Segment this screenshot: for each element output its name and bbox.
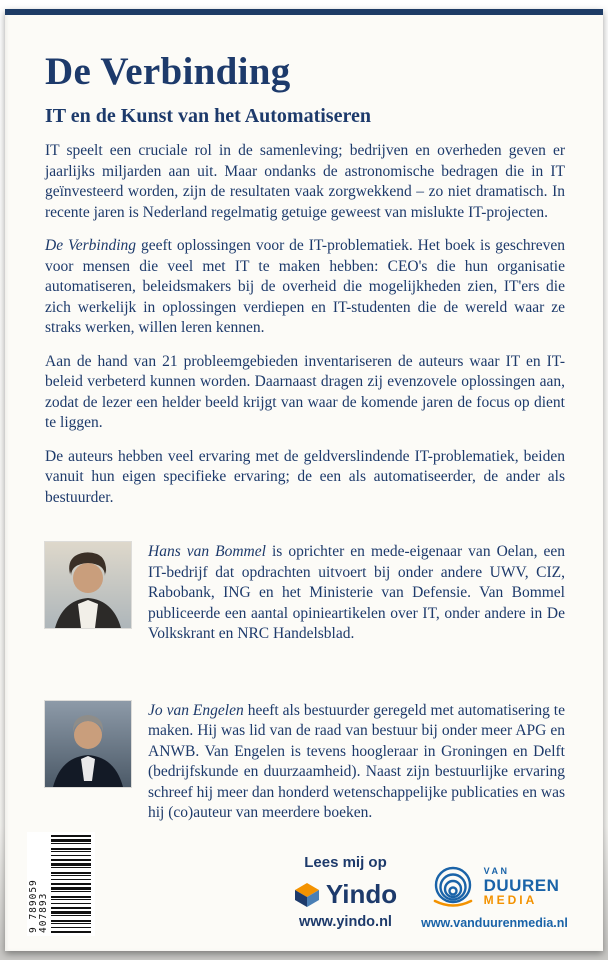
paragraph-text: Aan de hand van 21 probleemgebieden inventariseren de auteurs waar IT en IT-beleid verbeterd kunnen worden. Daarnaast dragen zij evenzovele oplossingen aan, zodat de lezer een helder beeld krijgt van waar de komende jaren de focus op dient te liggen. [45, 352, 565, 431]
book-subtitle: IT en de Kunst van het Automatiseren [45, 105, 371, 127]
yindo-brand-name: Yindo [325, 879, 398, 909]
yindo-block [283, 854, 408, 930]
author-name: Hans van Bommel [148, 543, 266, 560]
van-duuren-url: www.vanduurenmedia.nl [421, 916, 568, 930]
author-bio-text: heeft als bestuurder geregeld met automatisering te maken. Hij was lid van de raad van bestuur bij onder meer APG en ANWB. Van Engelen is tevens hoogleraar in Groningen en Delft (bedrijfskunde en duurzaamheid). Naast zijn bestuurlijke ervaring schreef hij meer dan honderd wetenschappelijke publicaties en was hij (co)auteur van meerdere boeken. [148, 701, 565, 821]
portrait-photo-illustration [45, 701, 131, 787]
barcode-bars [51, 835, 91, 933]
author-name: Jo van Engelen [148, 701, 244, 719]
yindo-brand-row [283, 879, 408, 910]
book-title: De Verbinding [45, 50, 291, 93]
author-bio-text: is oprichter en mede-eigenaar van Oelan, een IT-bedrijf dat opdrachten uitvoert bij onder andere UWV, CIZ, Rabobank, ING en het Ministerie van Defensie. Van Bommel publiceerde een aantal opinieartikelen over IT, onder andere in De Volkskrant en NRC Handelsblad. [148, 543, 565, 642]
yindo-tagline: Lees mij op [304, 854, 387, 871]
yindo-cube-icon [294, 882, 320, 908]
author-photo-hans-van-bommel [45, 542, 131, 628]
paragraph-intro [45, 141, 565, 223]
paragraph-lead: De Verbinding [45, 237, 137, 254]
author-section-hans-van-bommel [45, 542, 565, 645]
van-duuren-word-media: MEDIA [483, 893, 538, 908]
barcode-number: 9 789059 407893 [28, 879, 49, 933]
book-back-cover [5, 9, 603, 951]
paragraph-problem-areas [45, 352, 565, 434]
author-bio-jo-van-engelen [148, 701, 565, 824]
paragraph-text: De auteurs hebben veel ervaring met de geldverslindende IT-problematiek, beiden vanuit hun eigen specifieke ervaring; de een als automatiseerder, de ander als bestuurder. [45, 447, 565, 506]
paragraph-book [45, 236, 565, 339]
cover-footer [5, 828, 603, 938]
van-duuren-wordmark [484, 867, 560, 907]
portrait-photo-illustration [45, 542, 131, 628]
paragraph-text: IT speelt een cruciale rol in de samenleving; bedrijven en overheden geven er jaarlijks miljarden aan uit. Maar ondanks de astronomische bedragen die in IT geïnvesteerd worden, zijn de resultaten vaak zorgwekkend – zo niet dramatisch. In recente jaren is Nederland regelmatig getuige geweest van mislukte IT-projecten. [45, 142, 565, 221]
yindo-url: www.yindo.nl [299, 914, 392, 930]
paragraph-authors-experience [45, 447, 565, 509]
van-duuren-logo-row [412, 864, 577, 910]
van-duuren-word-duuren: DUUREN [483, 875, 560, 895]
barcode [27, 832, 95, 936]
author-section-jo-van-engelen [45, 701, 565, 824]
paragraph-text: geeft oplossingen voor de IT-problematiek. Het boek is geschreven voor mensen die veel met IT te maken hebben: CEO's die hun organisatie automatiseren, beleidsmakers bij de overheid die mogelijkheden zien, IT'ers die zich werkelijk in oplossingen verdiepen en IT-studenten die de wereld waar ze straks werken, willen leren kennen. [45, 237, 565, 336]
van-duuren-spiral-icon [430, 864, 476, 910]
van-duuren-media-block [412, 864, 577, 930]
van-duuren-word-van: VAN [483, 866, 510, 877]
author-photo-jo-van-engelen [45, 701, 131, 787]
cover-content [5, 15, 603, 824]
author-bio-hans-van-bommel [148, 542, 565, 645]
